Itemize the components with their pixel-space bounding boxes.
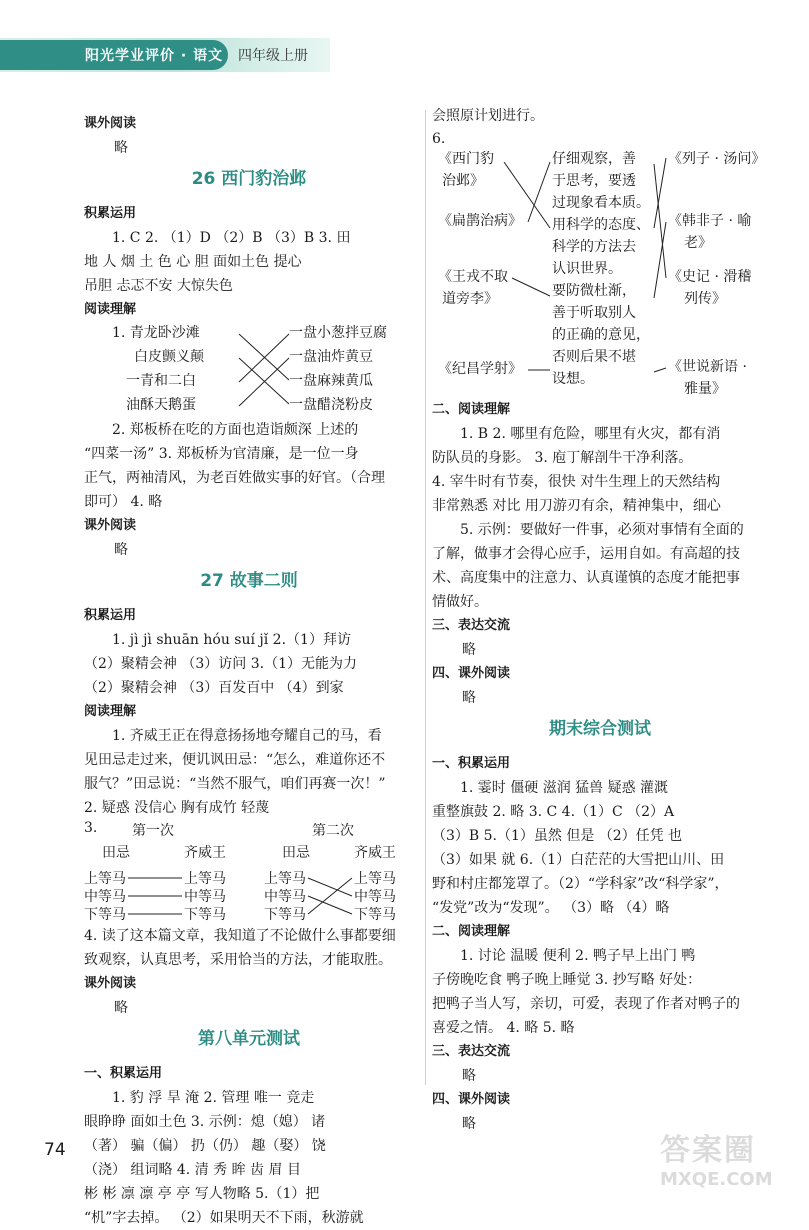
match-right-item: 《列子 · 汤问》	[668, 151, 766, 167]
answer-line: “机”字去掉。 （2）如果明天不下雨，秋游就	[84, 1210, 364, 1226]
page-number: 74	[44, 1140, 66, 1160]
match-left-item: 治邺》	[442, 173, 484, 189]
answer-line: 地 人 烟 土 色 心 胆 面如土色 提心	[84, 254, 302, 270]
match-left-item: 一青和二白	[126, 373, 196, 389]
round-label: 第二次	[312, 823, 354, 839]
header-grade: 四年级上册	[238, 48, 308, 64]
horse-label: 上等马	[264, 871, 306, 887]
section-heading: 积累运用	[84, 608, 137, 623]
match-left-item: 油酥天鹅蛋	[126, 397, 196, 413]
match-mid-item: 否则后果不堪	[552, 349, 636, 365]
answer-text: 略	[462, 1116, 476, 1132]
match-mid-item: 于思考，要透	[552, 173, 636, 189]
section-heading: 一、积累运用	[84, 1066, 163, 1081]
answer-line: “四菜一汤” 3. 郑板桥为官清廉，是一位一身	[84, 446, 359, 462]
match-right-item: 《史记 · 滑稽	[668, 269, 752, 285]
answer-line: 致观察，认真思考，采用恰当的方法，才能取胜。	[84, 952, 392, 968]
team-label: 田忌	[282, 845, 310, 861]
section-heading: 课外阅读	[84, 116, 137, 131]
section-heading: 三、表达交流	[432, 618, 511, 633]
answer-line: （著） 骗（偏） 扔（仍） 趣（娶） 饶	[84, 1138, 326, 1154]
horse-label: 上等马	[84, 871, 126, 887]
section-heading: 二、阅读理解	[432, 924, 511, 939]
section-heading: 四、课外阅读	[432, 666, 511, 681]
match-line	[654, 368, 666, 372]
answer-line: 即可） 4. 略	[84, 494, 163, 510]
answer-line: 见田忌走过来，便讥讽田忌：“怎么，难道你还不	[84, 752, 386, 768]
answer-line: 情做好。	[432, 594, 488, 610]
answer-line: 服气？”田忌说：“当然不服气，咱们再赛一次！”	[84, 776, 386, 792]
match-right-item: 一盘小葱拌豆腐	[289, 325, 387, 341]
match-right-item: 一盘醋浇粉皮	[289, 397, 373, 413]
race-line	[308, 878, 352, 896]
match-left-item: 白皮颤义颠	[134, 349, 204, 365]
horse-race-diagram	[84, 820, 414, 924]
answer-line: （浇） 组词略 4. 清 秀 眸 齿 眉 目	[84, 1162, 301, 1178]
match-mid-item: 过现象看本质。	[552, 195, 650, 211]
answer-text: 略	[114, 140, 128, 156]
race-line	[308, 896, 352, 914]
answer-line: 把鸭子当人写，亲切，可爱，表现了作者对鸭子的	[432, 996, 740, 1012]
watermark-text: 答案圈	[660, 1133, 756, 1168]
menu-matching-diagram	[84, 322, 414, 418]
match-right-item: 雅量》	[684, 381, 726, 397]
match-right-item: 列传》	[684, 291, 726, 307]
answer-line: 重整旗鼓 2. 略 3. C 4.（1）C （2）A	[432, 804, 675, 820]
match-right-item: 一盘油炸黄豆	[289, 349, 373, 365]
section-heading: 课外阅读	[84, 518, 137, 533]
team-label: 田忌	[102, 845, 130, 861]
header-title: 阳光学业评价 · 语文	[85, 48, 224, 64]
horse-label: 中等马	[354, 889, 396, 905]
match-left-item: 1. 青龙卧沙滩	[112, 325, 200, 341]
match-right-item: 老》	[684, 235, 712, 251]
section-heading: 阅读理解	[84, 302, 137, 317]
team-label: 齐威王	[354, 845, 396, 861]
answer-line: 眼睁睁 面如土色 3. 示例：熄（媳） 诸	[84, 1114, 326, 1130]
team-label: 齐威王	[184, 845, 226, 861]
answer-line: 防队员的身影。 3. 庖丁解剖牛干净利落。	[432, 450, 693, 466]
match-left-item: 《王戎不取	[438, 269, 508, 285]
answer-line: 喜爱之情。 4. 略 5. 略	[432, 1020, 575, 1036]
match-right-item: 《世说新语 ·	[668, 359, 747, 375]
horse-label: 下等马	[264, 907, 306, 923]
race-lines	[84, 820, 414, 924]
section-heading: 二、阅读理解	[432, 402, 511, 417]
section-heading: 阅读理解	[84, 704, 137, 719]
answer-line: （3）如果 就 6.（1）白茫茫的大雪把山川、田	[432, 852, 725, 868]
answer-line: 1. 讨论 温暖 便利 2. 鸭子早上出门 鸭	[460, 948, 696, 964]
horse-label: 上等马	[354, 871, 396, 887]
answer-line: 彬 彬 凛 凛 亭 亭 写人物略 5.（1）把	[84, 1186, 320, 1202]
answer-line: 了解，做事才会得心应手，运用自如。有高超的技	[432, 546, 740, 562]
answer-line: 吊胆 忐忑不安 大惊失色	[84, 278, 233, 294]
section-heading: 积累运用	[84, 206, 137, 221]
answer-line: 1. 豹 浮 旱 淹 2. 管理 唯一 竞走	[112, 1090, 315, 1106]
answer-line: 正气，两袖清风，为老百姓做实事的好官。（合理	[84, 470, 385, 486]
watermark-url: MXQE.COM	[660, 1169, 773, 1190]
right-column	[432, 104, 768, 1136]
section-heading: 一、积累运用	[432, 756, 511, 771]
q6-matching-diagram	[432, 128, 768, 398]
question-number: 6.	[432, 131, 446, 147]
match-left-item: 《扁鹊治病》	[438, 213, 522, 229]
q6-lines	[432, 128, 768, 398]
answer-line: 1. B 2. 哪里有危险，哪里有火灾，都有消	[460, 426, 721, 442]
match-mid-item: 要防微杜渐，	[552, 283, 636, 299]
match-mid-item: 科学的方法去	[552, 239, 636, 255]
horse-label: 中等马	[264, 889, 306, 905]
match-right-item: 《韩非子 · 喻	[668, 213, 752, 229]
horse-label: 上等马	[184, 871, 226, 887]
answer-line: 子傍晚吃食 鸭子晚上睡觉 3. 抄写略 好处：	[432, 972, 702, 988]
answer-line: （3）B 5.（1）虽然 但是 （2）任凭 也	[432, 828, 683, 844]
column-divider	[425, 110, 426, 1085]
final-test-title: 期末综合测试	[549, 719, 651, 739]
horse-label: 中等马	[84, 889, 126, 905]
section-heading: 课外阅读	[84, 976, 137, 991]
match-mid-item: 仔细观察，善	[552, 151, 636, 167]
match-line	[512, 278, 550, 296]
answer-text: 略	[462, 1068, 476, 1084]
answer-line: 5. 示例：要做好一件事，必须对事情有全面的	[460, 522, 744, 538]
answer-line: （2）聚精会神 （3）访问 3.（1）无能为力	[84, 656, 357, 672]
match-mid-item: 认识世界。	[552, 261, 622, 277]
left-column	[84, 112, 414, 1230]
lesson-26-title: 26 西门豹治邺	[191, 169, 307, 189]
match-left-item: 道旁李》	[442, 291, 498, 307]
race-line	[308, 878, 352, 914]
lesson-27-title: 27 故事二则	[200, 571, 298, 591]
match-lines	[84, 322, 414, 418]
answer-text: 略	[114, 542, 128, 558]
match-right-item: 一盘麻辣黄瓜	[289, 373, 373, 389]
watermark-logo	[660, 1125, 773, 1190]
match-mid-item: 的正确的意见，	[552, 327, 650, 343]
horse-label: 下等马	[354, 907, 396, 923]
answer-line: 野和村庄都笼罩了。（2）“学科家”改“科学家”，	[432, 876, 729, 892]
answer-line: （2）聚精会神 （3）百发百中 （4）到家	[84, 680, 344, 696]
answer-line: 4. 读了这本篇文章，我知道了不论做什么事都要细	[84, 928, 396, 944]
match-mid-item: 设想。	[552, 371, 594, 387]
match-left-item: 《西门豹	[438, 151, 494, 167]
answer-line: 术、高度集中的注意力、认真谨慎的态度才能把事	[432, 570, 740, 586]
match-line	[504, 162, 550, 228]
answer-text: 略	[462, 690, 476, 706]
answer-line: 4. 宰牛时有节奏，很快 对牛生理上的天然结构	[432, 474, 721, 490]
match-left-item: 《纪昌学射》	[438, 361, 522, 377]
answer-line: 1. 齐威王正在得意扬扬地夸耀自己的马，看	[112, 728, 382, 744]
section-heading: 四、课外阅读	[432, 1092, 511, 1107]
horse-label: 中等马	[184, 889, 226, 905]
match-mid-item: 善于听取别人	[552, 305, 636, 321]
answer-text: 略	[114, 1000, 128, 1016]
answer-line: 2. 郑板桥在吃的方面也造诣颇深 上述的	[112, 422, 359, 438]
match-mid-item: 用科学的态度、	[552, 217, 650, 233]
answer-line: 2. 疑惑 没信心 胸有成竹 轻蔑	[84, 800, 270, 816]
answer-line: 会照原计划进行。	[432, 108, 544, 124]
section-heading: 三、表达交流	[432, 1044, 511, 1059]
round-label: 第一次	[132, 823, 174, 839]
unit8-title: 第八单元测试	[198, 1029, 300, 1049]
answer-line: “发党”改为“发现”。 （3）略 （4）略	[432, 900, 670, 916]
answer-line: 非常熟悉 对比 用刀游刃有余，精神集中，细心	[432, 498, 721, 514]
answer-line: 1. C 2. （1）D （2）B （3）B 3. 田	[112, 230, 351, 246]
question-number: 3.	[84, 820, 98, 836]
answer-line: 1. jì jì shuān hóu suí jǐ 2.（1）拜访	[112, 632, 351, 648]
answer-line: 1. 霎时 僵硬 滋润 猛兽 疑惑 灌溉	[460, 780, 669, 796]
answer-text: 略	[462, 642, 476, 658]
horse-label: 下等马	[84, 907, 126, 923]
horse-label: 下等马	[184, 907, 226, 923]
